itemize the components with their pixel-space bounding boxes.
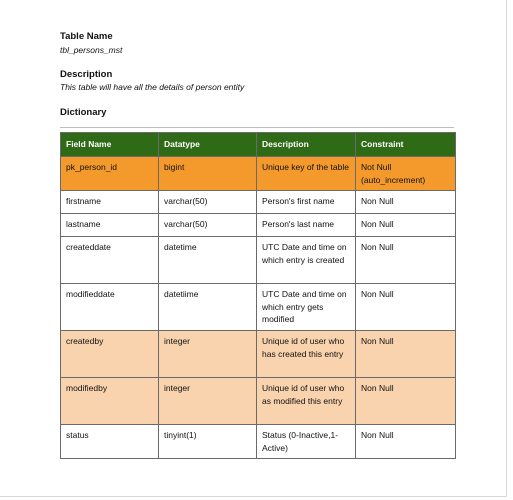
cell-description: Unique key of the table [257, 157, 356, 191]
cell-field-name: lastname [61, 214, 159, 237]
table-name-value: tbl_persons_mst [60, 45, 123, 55]
cell-field-name: modifiedby [61, 378, 159, 425]
table-row [61, 237, 456, 284]
table-row [61, 425, 456, 459]
cell-field-name: createddate [61, 237, 159, 284]
header-field-name: Field Name [61, 133, 159, 157]
cell-constraint: Non Null [356, 214, 456, 237]
cell-description: Unique id of user who as modified this entry [257, 378, 356, 425]
cell-field-name: modifieddate [61, 284, 159, 331]
cell-field-name: firstname [61, 191, 159, 214]
cell-constraint: Non Null [356, 378, 456, 425]
cell-datatype: tinyint(1) [159, 425, 257, 459]
table-name-heading: Table Name [60, 31, 113, 42]
cell-description: UTC Date and time on which entry gets modified [257, 284, 356, 331]
cell-description: Status (0-Inactive,1-Active) [257, 425, 356, 459]
cell-constraint: Non Null [356, 331, 456, 378]
cell-description: Person's first name [257, 191, 356, 214]
cell-datatype: datetime [159, 237, 257, 284]
cell-datatype: integer [159, 378, 257, 425]
cell-constraint: Non Null [356, 284, 456, 331]
header-datatype: Datatype [159, 133, 257, 157]
cell-datatype: varchar(50) [159, 214, 257, 237]
cell-constraint: Non Null [356, 191, 456, 214]
cell-description: UTC Date and time on which entry is created [257, 237, 356, 284]
cell-datatype: bigint [159, 157, 257, 191]
table-header-row [61, 133, 456, 157]
cell-constraint: Non Null [356, 425, 456, 459]
cell-datatype: varchar(50) [159, 191, 257, 214]
cell-description: Person's last name [257, 214, 356, 237]
cell-field-name: status [61, 425, 159, 459]
table-row [61, 378, 456, 425]
table-row [61, 214, 456, 237]
cell-datatype: datetiime [159, 284, 257, 331]
dictionary-table [60, 132, 456, 459]
section-divider [60, 127, 454, 128]
table-row [61, 284, 456, 331]
cell-constraint: Non Null [356, 237, 456, 284]
description-heading: Description [60, 69, 113, 80]
dictionary-heading: Dictionary [60, 107, 107, 118]
cell-datatype: integer [159, 331, 257, 378]
cell-field-name: createdby [61, 331, 159, 378]
cell-description: Unique id of user who has created this entry [257, 331, 356, 378]
description-value: This table will have all the details of person entity [60, 82, 245, 92]
header-description: Description [257, 133, 356, 157]
table-row [61, 191, 456, 214]
header-constraint: Constraint [356, 133, 456, 157]
table-row [61, 331, 456, 378]
cell-field-name: pk_person_id [61, 157, 159, 191]
table-row [61, 157, 456, 191]
cell-constraint: Not Null (auto_increment) [356, 157, 456, 191]
